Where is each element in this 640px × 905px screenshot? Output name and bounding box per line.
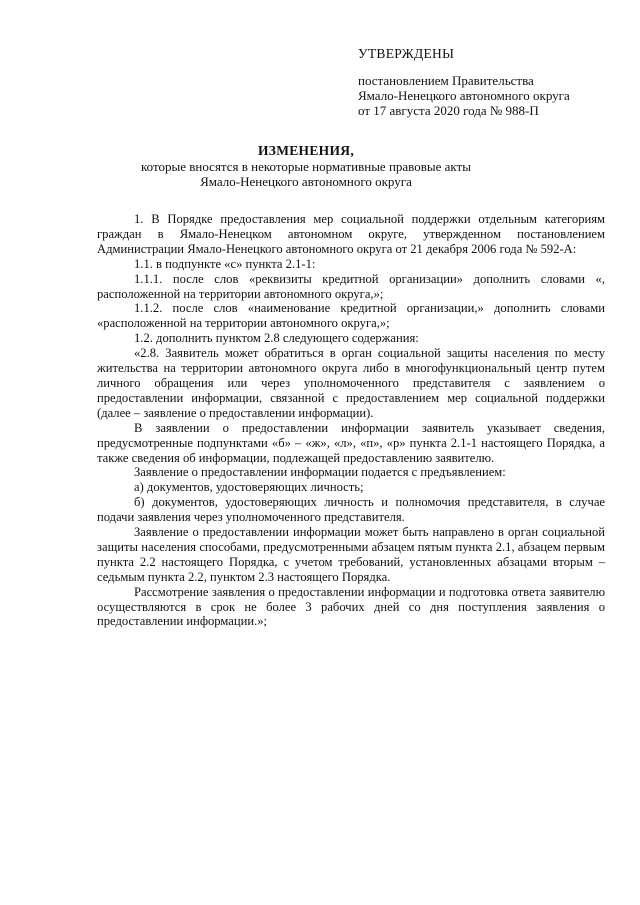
- heading-line: которые вносятся в некоторые нормативные правовые акты: [141, 159, 471, 174]
- paragraph: Заявление о предоставлении информации подается с предъявлением:: [134, 465, 506, 480]
- approval-title: УТВЕРЖДЕНЫ: [358, 46, 455, 61]
- heading-title: ИЗМЕНЕНИЯ,: [257, 143, 354, 158]
- paragraph: б) документов, удостоверяющих личность и полномочия представителя, в случае подачи заявления через уполномоченного представителя.: [97, 495, 605, 525]
- approval-line: от 17 августа 2020 года № 988-П: [358, 103, 539, 118]
- paragraph: «2.8. Заявитель может обратиться в орган социальной защиты населения по месту жительства на территории автономного округа либо в многофункциональный центр путем личного обращения или через уполномоченного представителя с заявлением о предоставлении информации, связанной с предоставлением мер социальной поддержки (далее – заявление о предоставлении информации).: [97, 346, 605, 420]
- paragraph: 1.1. в подпункте «с» пункта 2.1-1:: [134, 256, 316, 271]
- paragraph: а) документов, удостоверяющих личность;: [134, 480, 364, 495]
- approval-line: Ямало-Ненецкого автономного округа: [358, 88, 570, 103]
- paragraph: 1.1.1. после слов «реквизиты кредитной организации» дополнить словами «, расположенной на территории автономного округа,»;: [97, 271, 605, 301]
- approval-line: постановлением Правительства: [358, 73, 534, 88]
- paragraph: В заявлении о предоставлении информации заявитель указывает сведения, предусмотренные подпунктами «б» – «ж», «л», «п», «р» пункта 2.1-1 настоящего Порядка, а также сведения об информации, подлежащей предоставлению заявителю.: [97, 420, 605, 465]
- paragraph: 1.2. дополнить пунктом 2.8 следующего содержания:: [134, 331, 419, 346]
- document-body: [97, 212, 605, 629]
- paragraph: 1. В Порядке предоставления мер социальной поддержки отдельным категориям граждан в Ямало-Ненецком автономном округе, утвержденном постановлением Администрации Ямало-Ненецкого автономного округа от 21 декабря 2006 года № 592-А:: [97, 212, 605, 256]
- paragraph: 1.1.2. после слов «наименование кредитной организации,» дополнить словами «расположенной на территории автономного округа,»;: [97, 301, 605, 331]
- paragraph: Рассмотрение заявления о предоставлении информации и подготовка ответа заявителю осуществляются в срок не более 3 рабочих дней со дня поступления заявления о предоставлении информации.»;: [97, 584, 605, 629]
- heading-line: Ямало-Ненецкого автономного округа: [200, 174, 412, 189]
- approval-block: [358, 46, 628, 118]
- document-heading: [100, 143, 512, 189]
- paragraph: Заявление о предоставлении информации может быть направлено в орган социальной защиты населения способами, предусмотренными абзацем пятым пункта 2.1, абзацем первым пункта 2.2 настоящего Порядка, с учетом требований, установленных абзацами вторым – седьмым пункта 2.2, пунктом 2.3 настоящего Порядка.: [97, 525, 605, 584]
